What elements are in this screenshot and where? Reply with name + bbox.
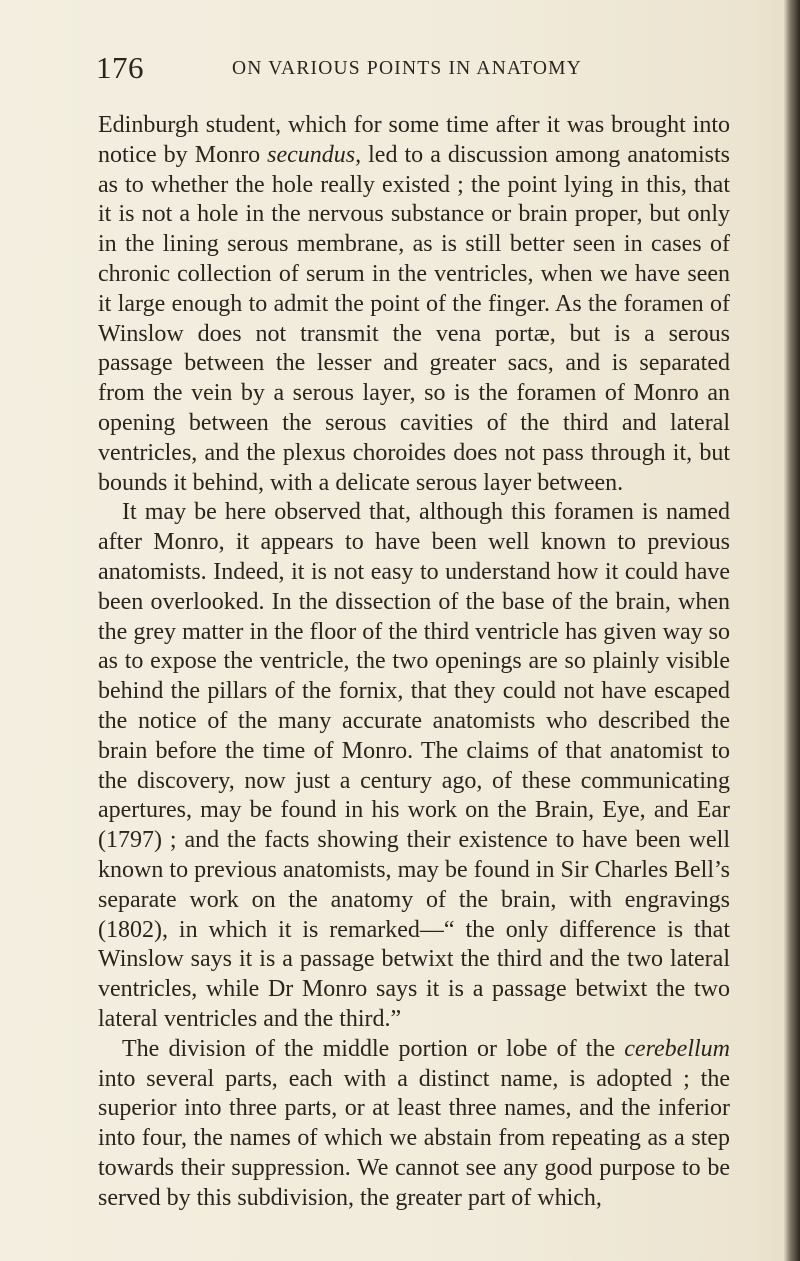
running-title: ON VARIOUS POINTS IN ANATOMY bbox=[232, 58, 582, 79]
text-run: It may be here observed that, although this foramen is named after Monro, it appears to have been well known to previous anatomists. Indeed, it is not easy to understand how it could have been overlooked. In the dissection of the base of the brain, when the grey matter in the floor of the third ventricle has given way so as to expose the ventricle, the two openings are so plainly visible behind the pillars of the fornix, that they could not have escaped the notice of the many accurate anatomists who described the brain before the time of Monro. The claims of that anatomist to the discovery, now just a century ago, of these communicating apertures, may be found in his work on the Brain, Eye, and Ear (1797) ; and the facts showing their existence to have been well known to previous anatomists, may be found in Sir Charles Bell’s separate work on the anatomy of the brain, with engravings (1802), in which it is remarked—“ the only difference is that Winslow says it is a passage betwixt the third and the two lateral ventricles, while Dr Monro says it is a passage betwixt the two lateral ventricles and the third.” bbox=[98, 499, 730, 1032]
page-number: 176 bbox=[96, 50, 144, 85]
body-text bbox=[98, 111, 730, 1213]
paragraph bbox=[98, 1035, 730, 1214]
italic-text-run: secundus, bbox=[267, 141, 362, 168]
running-head bbox=[96, 50, 736, 86]
text-run: Edinburgh student, which for some time after it was brought into notice by Monro bbox=[98, 112, 730, 168]
page-edge-shadow bbox=[784, 0, 800, 1261]
paragraph bbox=[98, 498, 730, 1034]
paragraph bbox=[98, 111, 730, 498]
italic-text-run: cerebellum bbox=[624, 1035, 730, 1062]
text-run: into several parts, each with a distinct name, is adopted ; the superior into three parts, or at least three names, and the inferior into four, the names of which we abstain from repeating as a step towards their suppression. We cannot see any good purpose to be served by this subdivision, the greater part of which, bbox=[98, 1065, 730, 1211]
text-run: The division of the middle portion or lobe of the bbox=[122, 1035, 625, 1062]
text-run: led to a discussion among anatomists as to whether the hole really existed ; the point lying in this, that it is not a hole in the nervous substance or brain proper, but only in the lining serous membrane, as is still better seen in cases of chronic collection of serum in the ventricles, when we have seen it large enough to admit the point of the finger. As the foramen of Winslow does not transmit the vena portæ, but is a serous passage between the lesser and greater sacs, and is separated from the vein by a serous layer, so is the foramen of Monro an opening between the serous cavities of the third and lateral ventricles, and the plexus choroides does not pass through it, but bounds it behind, with a delicate serous layer between. bbox=[98, 141, 730, 496]
